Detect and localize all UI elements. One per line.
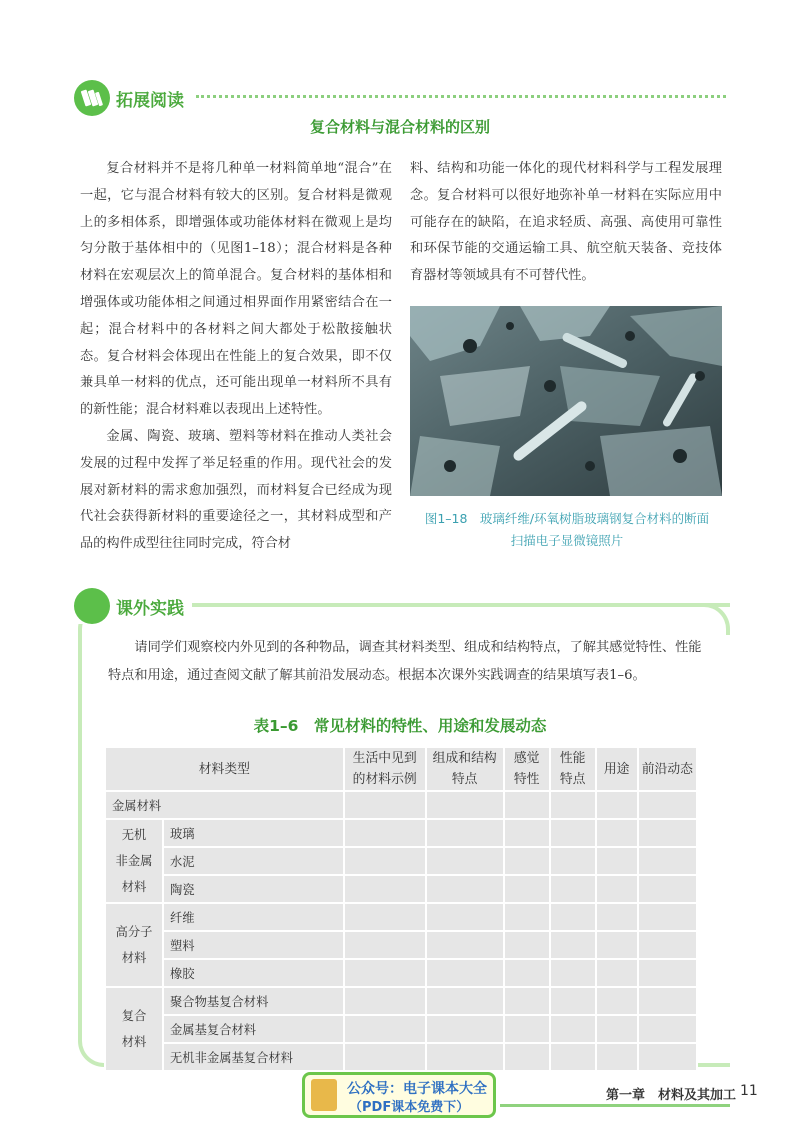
header-performance <box>550 747 596 791</box>
fill-cell[interactable] <box>550 791 596 819</box>
header-performance-line-2: 特点 <box>559 772 586 787</box>
chapter-label: 第一章 材料及其加工 <box>606 1088 737 1103</box>
fill-cell[interactable] <box>344 875 426 903</box>
practice-section-header <box>74 588 192 624</box>
article-paragraph-continued: 料、结构和功能一体化的现代材料科学与工程发展理念。复合材料可以很好地弥补单一材料在实际应用中可能存在的缺陷，在追求轻质、高强、高使用可靠性和环保节能的交通运输工具、航空航天装备、竞技体育器材等领域具有不可替代性。 <box>410 161 722 284</box>
fill-cell[interactable] <box>504 987 550 1015</box>
table-row <box>105 875 697 903</box>
article-title: 复合材料与混合材料的区别 <box>309 118 490 136</box>
fill-cell[interactable] <box>344 819 426 847</box>
row-ceramic-label: 陶瓷 <box>163 875 344 903</box>
fill-cell[interactable] <box>426 959 504 987</box>
fill-cell[interactable] <box>596 847 638 875</box>
page-number: 11 <box>740 1083 758 1099</box>
table-row <box>105 987 697 1015</box>
reading-section-header <box>74 80 184 116</box>
table-row <box>105 903 697 931</box>
group-inorganic-line-3: 材料 <box>121 880 147 894</box>
fill-cell[interactable] <box>426 903 504 931</box>
header-examples <box>344 747 426 791</box>
fill-cell[interactable] <box>504 1015 550 1043</box>
group-composite-label <box>105 987 163 1071</box>
header-sense <box>504 747 550 791</box>
row-inorganic-composite-label: 无机非金属基复合材料 <box>163 1043 344 1071</box>
footer-green-line <box>500 1104 730 1107</box>
group-inorganic-label <box>105 819 163 903</box>
fill-cell[interactable] <box>596 903 638 931</box>
fill-cell[interactable] <box>426 1015 504 1043</box>
fill-cell[interactable] <box>504 847 550 875</box>
article-right-column <box>410 156 722 290</box>
header-structure <box>426 747 504 791</box>
fill-cell[interactable] <box>550 875 596 903</box>
fill-cell[interactable] <box>550 847 596 875</box>
article-paragraph-1: 复合材料并不是将几种单一材料简单地“混合”在一起，它与混合材料有较大的区别。复合材料是微观上的多相体系，即增强体或功能体材料在微观上是均匀分散于基体相中的（见图1–18）；混合材料是各种材料在宏观层次上的简单混合。复合材料的基体相和增强体或功能体相之间通过相界面作用紧密结合在一起；混合材料中的各材料之间大都处于松散接触状态。复合材料会体现出在性能上的复合效果，即不仅兼具单一材料的优点，还可能出现单一材料所不具有的新性能；混合材料难以表现出上述特性。 <box>80 161 392 418</box>
header-performance-line-1: 性能 <box>559 751 586 766</box>
practice-instructions <box>108 634 708 690</box>
fill-cell[interactable] <box>504 791 550 819</box>
fill-cell[interactable] <box>638 875 697 903</box>
fill-cell[interactable] <box>550 931 596 959</box>
row-glass-label: 玻璃 <box>163 819 344 847</box>
group-composite-line-1: 复合 <box>121 1009 147 1023</box>
group-inorganic-line-1: 无机 <box>121 828 147 842</box>
textbook-logo-icon <box>311 1079 337 1111</box>
wechat-line-2: （PDF课本免费下） <box>349 1100 470 1115</box>
practice-circle-icon <box>74 588 110 624</box>
fill-cell[interactable] <box>638 1015 697 1043</box>
table-row <box>105 1015 697 1043</box>
fill-cell[interactable] <box>638 987 697 1015</box>
figure-caption-line-1: 图1–18 玻璃纤维/环氧树脂玻璃钢复合材料的断面 <box>424 511 710 526</box>
fill-cell[interactable] <box>596 931 638 959</box>
fill-cell[interactable] <box>344 791 426 819</box>
fill-cell[interactable] <box>344 931 426 959</box>
group-polymer-label <box>105 903 163 987</box>
group-inorganic-line-2: 非金属 <box>115 854 153 868</box>
group-polymer-line-1: 高分子 <box>115 925 153 939</box>
practice-paragraph: 请同学们观察校内外见到的各种物品，调查其材料类型、组成和结构特点，了解其感觉特性、性能特点和用途，通过查阅文献了解其前沿发展动态。根据本次课外实践调查的结果填写表1–6。 <box>108 640 702 683</box>
header-sense-line-2: 特性 <box>513 772 540 787</box>
fill-cell[interactable] <box>550 959 596 987</box>
fill-cell[interactable] <box>638 959 697 987</box>
table-row <box>105 959 697 987</box>
fill-cell[interactable] <box>596 1015 638 1043</box>
header-examples-line-2: 的材料示例 <box>352 772 417 787</box>
fill-cell[interactable] <box>550 903 596 931</box>
header-use: 用途 <box>596 747 638 791</box>
fill-cell[interactable] <box>344 959 426 987</box>
group-polymer-line-2: 材料 <box>121 951 147 965</box>
fill-cell[interactable] <box>344 1043 426 1071</box>
table-title: 表1–6 常见材料的特性、用途和发展动态 <box>253 717 547 735</box>
header-examples-line-1: 生活中见到 <box>352 751 417 766</box>
fill-cell[interactable] <box>426 987 504 1015</box>
table-row <box>105 819 697 847</box>
table-row <box>105 1043 697 1071</box>
article-paragraph-2: 金属、陶瓷、玻璃、塑料等材料在推动人类社会发展的过程中发挥了举足轻重的作用。现代社会的发展对新材料的需求愈加强烈，而材料复合已经成为现代社会获得新材料的重要途径之一，其材料成型和产品的构件成型往往同时完成，符合材 <box>80 428 392 552</box>
row-rubber-label: 橡胶 <box>163 959 344 987</box>
row-cement-label: 水泥 <box>163 847 344 875</box>
fill-cell[interactable] <box>638 903 697 931</box>
figure-caption <box>408 508 726 552</box>
fill-cell[interactable] <box>504 875 550 903</box>
fill-cell[interactable] <box>426 931 504 959</box>
fill-cell[interactable] <box>638 791 697 819</box>
article-left-column <box>80 156 392 558</box>
reading-dotted-divider <box>196 95 726 98</box>
wechat-line-1: 公众号：电子课本大全 <box>347 1081 487 1097</box>
fill-cell[interactable] <box>426 875 504 903</box>
fill-cell[interactable] <box>504 931 550 959</box>
fill-cell[interactable] <box>596 987 638 1015</box>
fill-cell[interactable] <box>426 819 504 847</box>
fill-cell[interactable] <box>504 959 550 987</box>
table-row <box>105 791 697 819</box>
fill-cell[interactable] <box>550 1043 596 1071</box>
figure-caption-line-2: 扫描电子显微镜照片 <box>510 533 624 548</box>
table-header-row <box>105 747 697 791</box>
header-sense-line-1: 感觉 <box>513 751 540 766</box>
fill-cell[interactable] <box>344 987 426 1015</box>
row-metal-composite-label: 金属基复合材料 <box>163 1015 344 1043</box>
fill-cell[interactable] <box>596 791 638 819</box>
header-frontier: 前沿动态 <box>638 747 697 791</box>
fill-cell[interactable] <box>596 959 638 987</box>
header-structure-line-1: 组成和结构 <box>432 751 497 766</box>
row-metal-label: 金属材料 <box>105 791 344 819</box>
fill-cell[interactable] <box>344 1015 426 1043</box>
row-polymer-composite-label: 聚合物基复合材料 <box>163 987 344 1015</box>
row-fiber-label: 纤维 <box>163 903 344 931</box>
fill-cell[interactable] <box>638 847 697 875</box>
row-plastic-label: 塑料 <box>163 931 344 959</box>
fill-cell[interactable] <box>550 1015 596 1043</box>
fill-cell[interactable] <box>550 819 596 847</box>
fill-cell[interactable] <box>504 903 550 931</box>
fill-cell[interactable] <box>344 847 426 875</box>
reading-book-icon <box>74 80 110 116</box>
fill-cell[interactable] <box>638 931 697 959</box>
fill-cell[interactable] <box>344 903 426 931</box>
sem-micrograph-image <box>410 306 722 496</box>
fill-cell[interactable] <box>638 819 697 847</box>
header-material-type: 材料类型 <box>105 747 344 791</box>
header-structure-line-2: 特点 <box>451 772 478 787</box>
reading-section-title: 拓展阅读 <box>116 90 184 111</box>
materials-table <box>104 746 698 1072</box>
fill-cell[interactable] <box>596 1043 638 1071</box>
fill-cell[interactable] <box>426 847 504 875</box>
fill-cell[interactable] <box>426 1043 504 1071</box>
fill-cell[interactable] <box>638 1043 697 1071</box>
fill-cell[interactable] <box>426 791 504 819</box>
fill-cell[interactable] <box>596 875 638 903</box>
table-row <box>105 931 697 959</box>
fill-cell[interactable] <box>550 987 596 1015</box>
fill-cell[interactable] <box>504 1043 550 1071</box>
table-row <box>105 847 697 875</box>
fill-cell[interactable] <box>504 819 550 847</box>
practice-section-title: 课外实践 <box>116 598 184 619</box>
fill-cell[interactable] <box>596 819 638 847</box>
group-composite-line-2: 材料 <box>121 1035 147 1049</box>
wechat-badge <box>302 1072 496 1118</box>
